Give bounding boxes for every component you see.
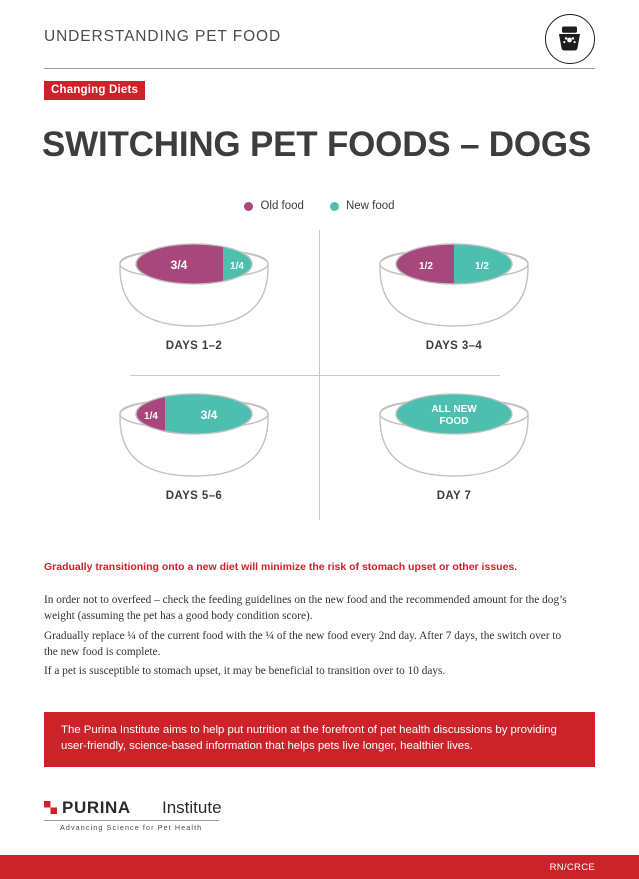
chart-legend: [0, 200, 639, 212]
bowl-day-7: [364, 378, 544, 486]
bowl-old-fraction-1: 3/4: [170, 258, 188, 272]
body-paragraph-2: Gradually replace ¼ of the current food with the ¼ of the new food every 2nd day. After 7 days, the switch over to the new food is complete.: [44, 630, 562, 658]
footer-code: RN/CRCE: [549, 862, 595, 873]
purina-institute-logo: [44, 798, 304, 840]
bowl-new-fraction-1: 1/4: [230, 261, 244, 272]
pet-food-bowl-badge-icon: [545, 14, 595, 64]
stage-label-day-7: DAY 7: [436, 490, 472, 502]
bowl-days-1-2: [104, 228, 284, 336]
mission-callout: The Purina Institute aims to help put nutrition at the forefront of pet health discussions by providing user-friendly, science-based information that helps pets live longer, healthier lives.: [44, 712, 595, 767]
page-header: [44, 14, 595, 64]
bowl-new-fraction-3: 3/4: [200, 408, 218, 422]
bowl-old-fraction-2: 1/2: [419, 261, 433, 272]
section-tag: Changing Diets: [44, 81, 145, 100]
stage-cell-days-5-6: [69, 378, 319, 523]
transition-diagram: [44, 228, 595, 533]
body-paragraph-3: If a pet is susceptible to stomach upset, it may be beneficial to transition over to 10 days.: [44, 665, 446, 677]
stage-cell-days-3-4: [329, 228, 579, 373]
legend-item-new-food: [330, 200, 395, 212]
page-footer: [0, 855, 639, 879]
page-title: SWITCHING PET FOODS – DOGS: [42, 125, 592, 164]
bowl-old-fraction-3: 1/4: [144, 411, 158, 422]
stage-label-days-1-2: DAYS 1–2: [165, 340, 223, 352]
bowl-all-new-line-2: FOOD: [439, 416, 469, 427]
bowl-all-new-line-1: ALL NEW: [431, 404, 477, 415]
stage-label-days-5-6: DAYS 5–6: [165, 490, 223, 502]
purina-checkerboard-icon: [44, 801, 57, 814]
grid-divider-horizontal: [130, 375, 500, 376]
legend-swatch-old-food: [244, 202, 253, 211]
brand-name: PURINA: [62, 798, 131, 817]
lead-paragraph: Gradually transitioning onto a new diet will minimize the risk of stomach upset or other issues.: [44, 561, 518, 573]
legend-label-old-food: Old food: [260, 200, 304, 212]
stage-label-days-3-4: DAYS 3–4: [425, 340, 483, 352]
stage-cell-days-1-2: [69, 228, 319, 373]
stage-cell-day-7: [329, 378, 579, 523]
legend-swatch-new-food: [330, 202, 339, 211]
bowl-days-5-6: [104, 378, 284, 486]
legend-item-old-food: [244, 200, 303, 212]
brand-divider: [44, 820, 219, 821]
brand-tagline: Advancing Science for Pet Health: [60, 823, 203, 832]
brand-institute: Institute: [162, 798, 222, 817]
legend-label-new-food: New food: [345, 200, 395, 212]
header-divider: [44, 68, 595, 69]
header-title: UNDERSTANDING PET FOOD: [44, 28, 282, 45]
bowl-days-3-4: [364, 228, 544, 336]
bowl-new-fraction-2: 1/2: [475, 261, 489, 272]
body-paragraph-1: In order not to overfeed – check the feeding guidelines on the new food and the recommended amount for the dog’s weight (assuming the pet has a good body condition score).: [44, 594, 567, 622]
